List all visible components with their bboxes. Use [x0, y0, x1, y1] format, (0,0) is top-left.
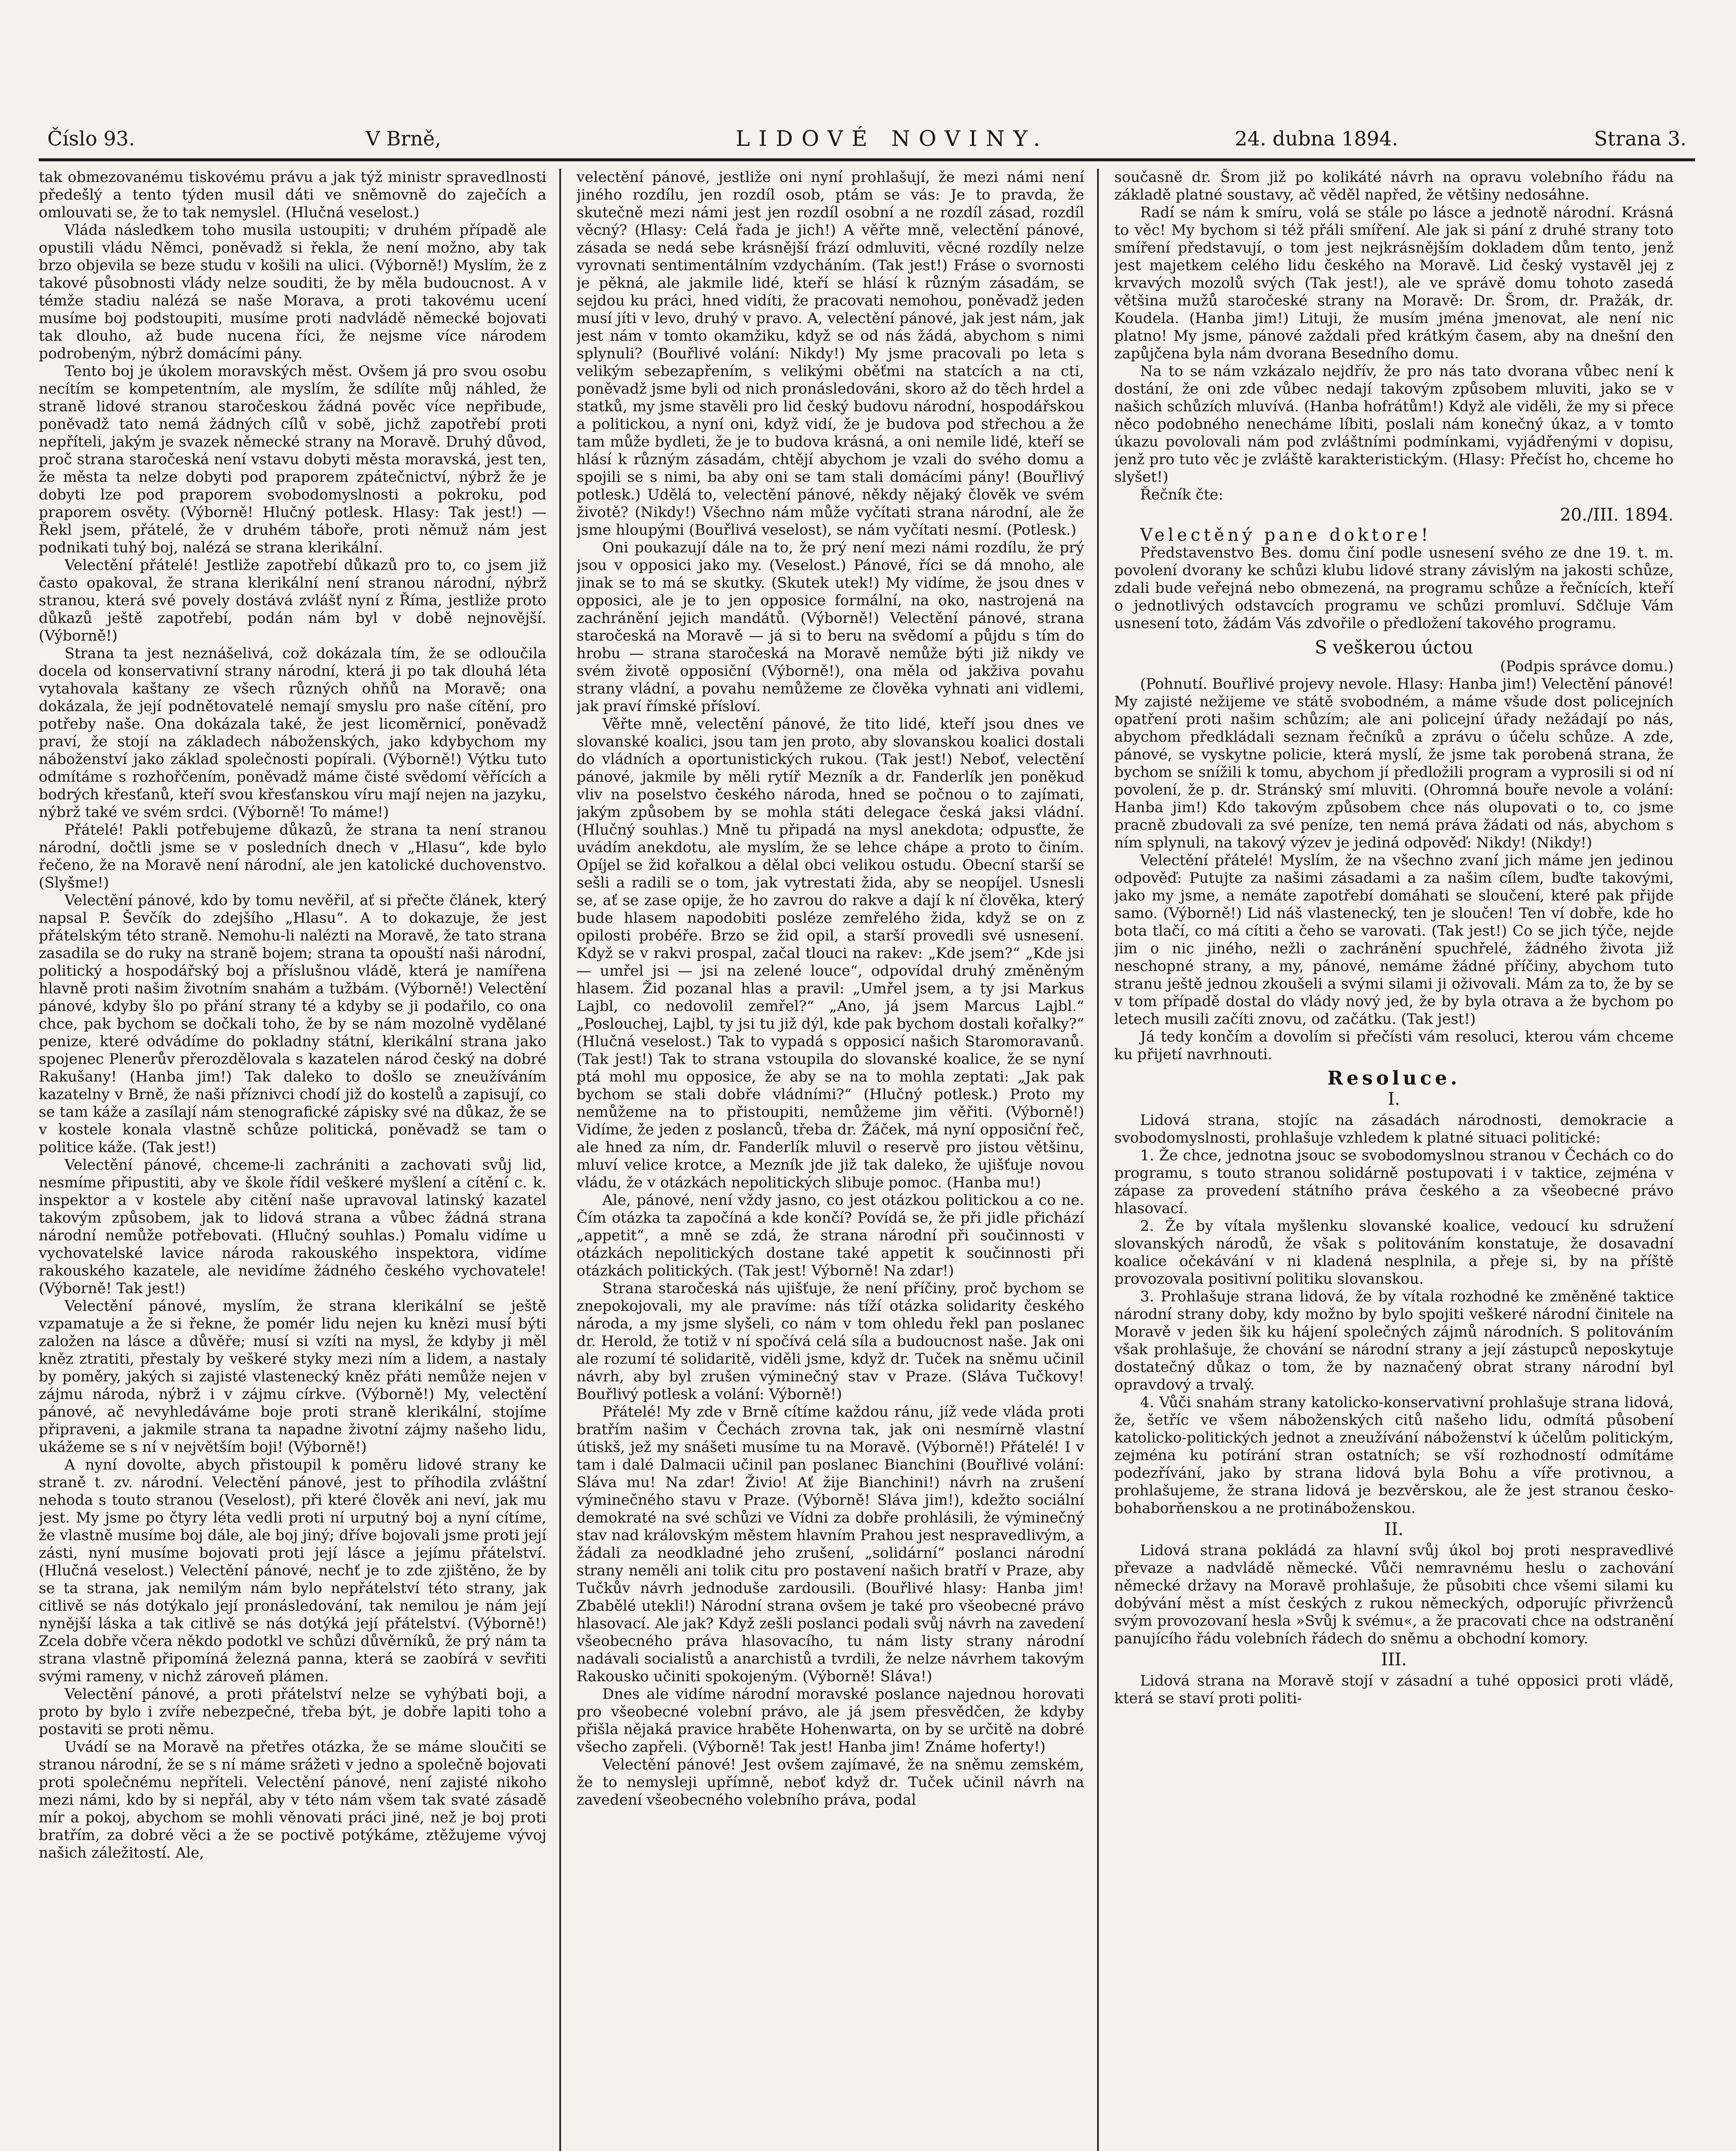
paragraph: A nyní dovolte, abych přistoupil k poměru lidové strany ke straně t. zv. národní. Velectění pánové, jest to příhodila zvláštní nehoda s touto stranou (Veselost), při které člověk ani neví, jak mu jest. My jsme po čtyry léta vedli proti ní urputný boj a nyní cítíme, že vlastně musíme boj dále, ale boj jiný; dříve bojovali jsme proti její zásti, nyní musíme bojovati proti její lásce a jejímu přátelství. (Hlučná veselost.) Velectění pánové, nechť je to zde zjištěno, že by se ta strana, jak nemilým nám bylo nepřátelství této strany, jak citlivě se nás dotýkalo její pronásledování, tak nemilou je nám její nynější láska a tak citlivě se nás dotýká její přátelství. (Výborně!) Zcela dobře včera někdo podotkl ve schůzi důvěrníků, že prý nám ta strana vlastně připomíná železná panna, která se zaobírá v sevřiti svými rameny, v nichž zároveň plámen. — [39, 1456, 546, 1685]
paragraph: Velectění pánové! Jest ovšem zajímavé, že na sněmu zemském, že to nemysleji upřímně, neboť když dr. Tuček učinil návrh na zavedení všeobecného volebního práva, podal — [577, 1756, 1084, 1809]
paragraph: Ale, pánové, není vždy jasno, co jest otázkou politickou a co ne. Čím otázka ta započíná a kde končí? Povídá se, že při jidle přichází „appetit“, a mně se zdá, že strana národní při součinnosti v otázkách nepolitických dostane také appetit k součinnosti při otázkách politických. (Tak jest! Výborně! Na zdar!) — [577, 1192, 1084, 1279]
resolution-point: 4. Vůči snahám strany katolicko-konservativní prohlašuje strana lidová, že, šetříc ve všem náboženských citů našeho lidu, odmítá působení katolicko-politických jednot a zneužívání náboženství k účelům politickým, zejména ku potírání stran ostatních; se vší rozhodností odmítáme podezřívání, jako by strana lidová byla Bohu a víře protivnou, a prohlašujeme, že strana lidová je bezvěrskou, ale že jest stranou česko-bohaborňenskou a ne protináboženskou. — [1114, 1394, 1674, 1517]
letter-body: Představenstvo Bes. domu činí podle usnesení svého ze dne 19. t. m. povolení dvorany ke schůzi klubu lidové strany závislým na jakosti schůze, zdali bude veřejná nebo obmezená, na programu schůze a řečnících, kteří o jednotlivých odstavcích programu ve schůzi promluví. Sdčluje Vám usnesení toto, žádám Vás zdvořile o předložení takového programu. — [1114, 544, 1674, 632]
newspaper-title: LIDOVÉ NOVINY. — [736, 126, 1049, 151]
paragraph: Vláda následkem toho musila ustoupiti; v druhém případě ale opustili vládu Němci, poněvadž si řekla, že není možno, aby tak brzo objevila se beze studu v košili na ulici. (Výborně!) Myslím, že z takové působnosti vlády nelze souditi, že by měla budoucnost. A v témže stadiu nalézá se naše Morava, a proti takovému ucení musíme boj podstoupiti, musíme proti nadvládě německé bojovati tak dlouho, až bude nucena říci, že nejsme více národem podrobeným, nýbrž domácími pány. — [39, 222, 546, 362]
paragraph: Velectění pánové, a proti přátelství nelze se vyhýbati boji, a proto by bylo i zvíře nebezpečné, třeba být, je dobře lapiti toho a postaviti se proti němu. — [39, 1686, 546, 1738]
paragraph: Strana ta jest neznášelivá, což dokázala tím, že se odloučila docela od konservativní strany národní, která ji po tak dlouhá léta vytahovala kaštany ze všech různých ohňů na Moravě; ona dokázala, že její podnětovatelé nemají smyslu pro naše cítění, pro potřeby naše. Ona dokázala také, že jest licoměrnicí, poněvadž praví, že stojí na základech náboženských, jako kdybychom my náboženství jako základ společnosti popírali. (Výborně!) Výtku tuto odmítáme s rozhořčením, poněvadž máme čisté svědomí věřících a bodrých křesťanů, kteří svou křesťanskou víru mají nejen na jazyku, nýbrž také ve svém srdci. (Výborně! To máme!) — [39, 645, 546, 821]
paragraph: Velectění pánové, chceme-li zachrániti a zachovati svůj lid, nesmíme připustiti, aby ve škole řídil veškeré myšlení a cítění c. k. inspektor a v kostele aby citění naše upravoval latinský kazatel takovým způsobem, jak to lidová strana a vůbec žádná strana národní nemůže potřebovati. (Hlučný souhlas.) Pomalu vidíme u vychovatelské lavice národa rakouského inspektora, vidíme rakouského kazatele, ale nevidíme žádného českého vychovatele! (Výborně! Tak jest!) — [39, 1156, 546, 1297]
paragraph: tak obmezovanému tiskovému právu a jak týž ministr spravedlnosti předešlý a tento týden musil dáti ve sněmovně do zaječích a omlouvati se, že to tak nemyslel. (Hlučná veselost.) — [39, 169, 546, 221]
paragraph: Přátelé! My zde v Brně cítíme každou ránu, jíž vede vláda proti bratřím našim v Čechách zrovna tak, jak oni nesmírně vlastní útiskš, jež my snášeti musíme tu na Moravě. (Výborně!) Přátelé! I v tam i dalé Dalmacii učinil pan poslanec Bianchini (Bouřlivé volání: Sláva mu! Na zdar! Živio! Ať žije Bianchini!) návrh na zrušení výminečného stavu v Praze. (Výborně! Sláva jim!), kdežto sociální demokraté na své schůzi ve Vídni za dobře prohlásili, že výminečný stav nad královským městem hlavním Prahou jest nespravedlivým, a žádali za neodkladné jeho zrušení, „solidární“ poslanci národní strany neměli ani tolik citu pro postavení našich bratří v Praze, aby Tučkův návrh jednoduše zardousili. (Bouřlivé hlasy: Hanba jim! Zbabělé utekli!) Národní strana ovšem je také pro všeobecné právo hlasovací. Ale jak? Když zešli poslanci podali svůj návrh na zavedení všeobecného práva hlasovacího, tu nám listy strany národní nadávali socialistů a anarchistů a tvrdili, že nelze návrhem takovým Rakousko učiniti spokojeným. (Výborně! Sláva!) — [577, 1403, 1084, 1685]
paragraph: Přátelé! Pakli potřebujeme důkazů, že strana ta není stranou národní, dočtli jsme se v posledních dnech v „Hlasu“, kde bylo řečeno, že na Moravě není národní, ale jen katolické duchovenstvo. (Slyšme!) — [39, 821, 546, 891]
paragraph: současně dr. Šrom již po kolikáté návrh na opravu volebního řádu na základě platné soustavy, ač věděl napřed, že většiny nedosáhne. — [1114, 169, 1674, 203]
section-number: II. — [1384, 1519, 1404, 1539]
paragraph: velectění pánové, jestliže oni nyní prohlašují, že mezi námi není jiného rozdílu, jen rozdíl osob, ptám se vás: Je to pravda, že skutečně mezi námi jest jen rozdíl osobní a ne rozdíl zásad, rozdíl věcný? (Hlasy: Celá řada je jich!) A věřte mně, velectění pánové, zásada se nedá sebe krásnější frází odmluviti, věcné rozdíly nelze vyrovnati sentimentálním vzdycháním. (Tak jest!) Fráse o svornosti je pěkná, ale jakmile lidé, kteří se hlásí k různým zásadám, se sejdou ku práci, hned vidíti, že pracovati nemohou, poněvadž jeden musí jíti v levo, druhý v pravo. A, velectění pánové, jak jest nám, jak jest nám v tomto okamžiku, když se od nás žádá, abychom s nimi splynuli? (Bouřlivé volání: Nikdy!) My jsme pracovali po leta s velikým sebezapřením, s velikými oběťmi na statcích a na cti, poněvadž jsme byli od nich pronásledováni, skoro až do těch hrdel a statků, my jsme stavěli pro lid český budovu národní, hospodářskou a politickou, a nyní oni, když vidí, že je budova pod střechou a že tam může bydleti, že je to budova krásná, a oni nemile lidé, kteří se hlásí k různým zásadám, chtějí abychom je vzali do svého domu a spojili se s nimi, ba aby oni se tam stali domácími pány! (Bouřlivý potlesk.) Udělá to, velectění pánové, někdy nějaký člověk ve svém životě? (Nikdy!) Všechno nám může vyčítati strana národní, ale že jsme hloupými (Bouřlivá veselost), se nám vyčítati nesmí. (Potlesk.) — [577, 169, 1084, 539]
resolution-heading: Resoluce. — [1327, 1067, 1461, 1089]
resolution-point: 3. Prohlašuje strana lidová, že by vítala rozhodné ke změněné taktice národní strany doby, kdy možno by bylo spojiti veškeré národní činitele na Moravě v jeden šik ku hájení společných zájmů národních. S politováním však prohlašuje, že chování se národní strany a její zástupců neposkytuje dostatečný důkaz o tom, že by naznačený obrat strany národní byl opravdový a trvalý. — [1114, 1288, 1674, 1393]
paragraph: Na to se nám vzkázalo nejdřív, že pro nás tato dvorana vůbec není k dostání, že oni zde vůbec nedají takovým způsobem mluviti, jako se v našich schůzích mluvívá. (Hanba hofrátům!) Když ale viděli, že my si přece něco podobného nenecháme líbiti, poslali nám konečný úkaz, a v tomto úkazu povolovali nám pod zvláštními podmínkami, vyjádřenými v dopisu, jenž pro tuto věc je zvláště karakteristickým. (Hlasy: Přečíst ho, chceme ho slyšet!) — [1114, 363, 1674, 486]
paragraph: Uvádí se na Moravě na přetřes otázka, že se máme sloučiti se stranou národní, že se s ní máme srážeti v jedno a společně bojovati proti společnému nepříteli. Velectění pánové, není zajisté nikoho mezi námi, kdo by si nepřál, aby v této nám všem tak svaté zásadě mír a pokoj, abychom se mohli věnovati práci jiné, než je boj proti bratřím, za dobré věci a že se poctivě potýkáme, ztěžujeme vývoj našich záležitostí. Ale, — [39, 1738, 546, 1861]
column-3 — [1114, 169, 1674, 2151]
resolution-section-2: Lidová strana pokládá za hlavní svůj úkol boj proti nespravedlivé převaze a nadvládě německé. Vůči nemravnému heslu o zachování německé državy na Moravě prohlašuje, že působiti chce všemi silami ku dobývání měst a míst českých z rukou německých, odporujíc přivrženců svým provozovaní hesla »Svůj k svému«, a že pracovati chce na odstranění panujícího řádu volebních řádech do sněmu a obchodní komory. — [1114, 1542, 1674, 1647]
paragraph: Velectění pánové, myslím, že strana klerikální se ještě vzpamatuje a že si řekne, že pomér lidu nejen ku knězi musí býti založen na lásce a důvěře; musí si vzíti na mysl, že kdyby ji měl kněz ztratiti, přestaly by veškeré styky mezi ním a lidem, a nastaly by poměry, jakých si zajisté vlastenecký kněz přáti nemůže nejen v zájmu národa, nýbrž i v zájmu církve. (Výborně!) My, velectění pánové, ač nevyhledáváme boje proti straně klerikální, stojíme připraveni, a jakmile strana ta napadne životní zájmy našeho lidu, ukážeme se s ní v největším boji! (Výborně!) — [39, 1297, 546, 1456]
paragraph: Strana staročeská nás ujišťuje, že není příčiny, proč bychom se znepokojovali, my ale pravíme: nás tíží otázka solidarity českého národa, a my jsme slyšeli, co nám v tom ohledu řekl pan poslanec dr. Herold, že totiž v ní spočívá celá síla a budoucnost naše. Jak oni ale rozumí té solidaritě, viděli jsme, když dr. Tuček na sněmu učinil návrh, aby byl zrušen výminečný stav v Praze. (Sláva Tučkovy! Bouřlivý potlesk a volání: Výborně!) — [577, 1280, 1084, 1403]
issue-date: 24. dubna 1894. — [1235, 127, 1398, 150]
paragraph: (Pohnutí. Bouřlivé projevy nevole. Hlasy: Hanba jim!) Velectění pánové! My zajisté nežijeme ve státě svobodném, a máme všude dost policejních opatření proti našim schůzím; ale ani policejní úřady nežádají po nás, abychom předkládali seznam řečníků a zprávu o účelu schůze. A zde, pánové, se vyskytne policie, která myslí, že jsme tak porobená strana, že bychom se snížili k tomu, abychom jí předložili program a vyprosili si od ní povolení, že p. dr. Stránský smí mluviti. (Ohromná bouře nevole a volání: Hanba jim!) Kdo takovým způsobem chce nás olupovati o to, co jsme pracně zbudovali za své peníze, ten nemá práva žádati od nás, abychom s ním splynuli, na takový výzev je jediná odpověď: Nikdy! (Nikdy!) — [1114, 675, 1674, 851]
paragraph: Věřte mně, velectění pánové, že tito lidé, kteří jsou dnes ve slovanské koalici, jsou tam jen proto, aby slovanskou koalici dostali do vládních a oportunistických rukou. (Tak jest!) Neboť, velectění pánové, jakmile by měli rytíř Mezník a dr. Fanderlík jen poněkud vliv na poselstvo českého národa, hned se počnou o to zajímati, jakým způsobem by se mohla státi delegace česká jaksi vládní. (Hlučný souhlas.) Mně tu připadá na mysl anekdota; odpusťte, že uvádím anekdotu, ale myslím, že se lehce chápe a proto to činím. Opíjel se žid kořalkou a dělal obci velikou ostudu. Obecní starší se sešli a radili se o tom, jak vytrestati žida, aby se neopíjel. Usnesli se, ať se zase opije, že ho zavrou do rakve a dají k ní člověka, který bude hlasem napodobiti posléze zemřelého žida, když se on z opilosti probéře. Brzo se žid opil, a starší provedli své usnesení. Když se v rakvi prospal, začal tlouci na rakev: „Kde jsem?“ „Kde jsi — umřel jsi — jsi na zelené louce“, odpovídal druhý změněným hlasem. Žid pozanal hlas a pravil: „Umřel jsem, a ty jsi Markus Lajbl, co nedovolil zemřel?“ „Ano, já jsem Marcus Lajbl.“ „Poslouchej, Lajbl, ty jsi tu již dýl, kde pak bychom dostali kořalky?“ (Hlučná veselost.) Tak to vypadá s opposicí našich Staromoravanů. (Tak jest!) Tak to strana vstoupila do slovanské koalice, že se nyní ptá mohl mu opposice, že aby se na to mohla zeptati: „Jak pak bychom se stali dobře vládními?“ (Hlučný potlesk.) Proto my nemůžeme na to přistoupiti, nemůžeme jim věřiti. (Výborně!) Vidíme, že jeden z poslanců, třeba dr. Žáček, má nyní opposiční řeč, ale hned za ním, dr. Fanderlík mluvil o reservě pro jistou většinu, mluví velice krotce, a Mezník jde již tak daleko, že ujišťuje novou vládu, že v otázkách nepolitických slibuje pomoc. (Hanba mu!) — [577, 715, 1084, 1191]
section-number: III. — [1381, 1650, 1407, 1670]
issue-number: Číslo 93. — [47, 127, 135, 150]
resolution-section-3: Lidová strana na Moravě stojí v zásadní a tuhé opposici proti vládě, která se staví proti politi- — [1114, 1672, 1674, 1707]
column-rule — [1097, 169, 1099, 2151]
city: V Brně, — [366, 127, 441, 150]
column-2 — [577, 169, 1084, 2151]
paragraph: Oni poukazují dále na to, že prý není mezi námi rozdílu, že prý jsou v opposici jako my. (Veselost.) Pánové, říci se dá mnoho, ale jinak se to má se skutky. (Skutek utek!) My vidíme, že jsou dnes v opposici, ale je to jen opposice formální, na oko, nastrojená na zachránění jejich mandátů. (Výborně!) Velectění pánové, strana staročeská na Moravě — já si to beru na svědomí a půjdu s tím do hrobu — strana staročeská na Moravě nemůže býti již nikdy ve svém životě opposiční (Výborně!), ona měla od jakživa povahu strany vládní, a povahu nemůžeme ze člověka vyhnati ani vidlemi, jak praví římské přísloví. — [577, 539, 1084, 715]
letter-speaker: Řečník čte: — [1140, 486, 1224, 503]
masthead — [39, 121, 1695, 156]
resolution-point: 1. Že chce, jednotna jsouc se svobodomyslnou stranou v Čechách co do programu, s touto stranou solidárně postupovati i v taktice, zejména v zápase za provedení státního práva českého a za všeobecné právo hlasovací. — [1114, 1147, 1674, 1217]
column-rule — [559, 169, 561, 2151]
paragraph: Radí se nám k smíru, volá se stále po lásce a jednotě národní. Krásná to věc! My bychom si též přáli smíření. Ale jak si pání z druhé strany toto smíření představují, o tom jest nejkrásnějším dokladem dům tento, jenž jest majetkem celého lidu českého na Moravě. Lid český vystavěl jej z krvavých mozolů svých (Tak jest!), ale ve správě domu tohoto zasedá většina mužů staročeské strany na Moravě: Dr. Šrom, dr. Pražák, dr. Koudela. (Hanba jim!) Lituji, že musím jména jmenovat, ale není nic platno! My jsme, pánové zaždali před krátkým časem, aby na dnešní den zapůjčena byla nám dvorana Besedního domu. — [1114, 204, 1674, 362]
page-number: Strana 3. — [1594, 127, 1687, 150]
section-number: I. — [1388, 1089, 1400, 1109]
paragraph: Velectění přátelé! Jestliže zapotřebí důkazů pro to, co jsem již často opakoval, že strana klerikální není stranou národní, nýbrž stranou, která své povely dostává zvlášť nyní z Říma, jestliže proto důkazů ještě zapotřebí, podán nám byl v době nejnovější. (Výborně!) — [39, 557, 546, 644]
paragraph: Velectění pánové, kdo by tomu nevěřil, ať si přečte článek, který napsal P. Ševčík do zdejšího „Hlasu“. A to dokazuje, že jest přátelským této straně. Nemohu-li nalézti na Moravě, že tato strana zasadila se do ruky na straně bojem; strana ta opouští naši národní, politický a hospodářský boj a příslušnou vládě, která je namířena hlavně proti našim životním snahám a tužbám. (Výborně!) Velectění pánové, kdyby šlo po přání strany té a kdyby se ji podařilo, co ona chce, pak bychom se dočkali toho, že by se nám mozolně vydělané penize, které odvádíme do pokladny státní, klerikální strana jako spojenec Plenerův přerozdělovala s kazatelen národ český na dobré Rakušany! (Hanba jim!) Tak daleko to došlo se zneužíváním kazatelny v Brně, že naši příznivci chodí již do kostelů a zapisují, co se tam káže a zasílají nám stenografické zápisky své na důkaz, že se v kostele konala vlastně schůze politická, poněvadž se tam o politice káže. (Tak jest!) — [39, 892, 546, 1156]
letter-date: 20./III. 1894. — [1560, 505, 1674, 525]
letter-salutation: Velectěný pane doktore! — [1140, 525, 1432, 545]
letter-signature: (Podpis správce domu.) — [1500, 658, 1674, 675]
resolution-intro: Lidová strana, stojíc na zásadách národnosti, demokracie a svobodomyslnosti, prohlašuje vzhledem k platné situaci politické: — [1114, 1112, 1674, 1146]
resolution-point: 2. Že by vítala myšlenku slovanské koalice, vedoucí ku sdružení slovanských národů, že však s politováním konstatuje, že dosavadní koalice očekávání v ni kladená nesplnila, a přeje si, by na příště provozovala positivní politiku slovanskou. — [1114, 1217, 1674, 1288]
paragraph: Já tedy končím a dovolím si přečísti vám resoluci, kterou vám chceme ku přijetí navrhnouti. — [1114, 1028, 1674, 1063]
header-rule — [39, 158, 1695, 161]
paragraph: Velectění přátelé! Myslím, že na všechno zvaní jich máme jen jedinou odpověď: Putujte za našimi zásadami a za našim cílem, buďte takovými, jako my jsme, a nemáte zapotřebí domáhati se sloučení, které pak přijde samo. (Výborně!) Lid náš vlastenecký, ten je sloučen! Ten ví dobře, kde ho bota tlačí, co má cítiti a čeho se varovati. (Tak jest!) Co se jich týče, nejde jim o nic jiného, nežli o zachránění spuchřelé, žádného života již neschopné strany, a my, pánové, nemáme žádné příčiny, abychom tuto stranu ještě jednou zkoušeli a svými silami ji oživovali. Mám za to, že by se v tom případě dostal do vlády nový jed, že by byla otrava a že bychom po letech musili začíti znovu, od začátku. (Tak jest!) — [1114, 852, 1674, 1028]
letter-closing: S veškerou úctou — [1314, 637, 1474, 658]
paragraph: Tento boj je úkolem moravských měst. Ovšem já pro svou osobu necítím se kompetentním, ale myslím, že sdílíte můj náhled, že straně lidové stranou staročeskou žádná pověc více nepřibude, poněvadž tato nemá žádných cílů v sobě, jichž zapotřebí proti nepříteli, jakým je svazek německé strany na Moravě. Druhý důvod, proč strana staročeská není vstavu dobyti města moravská, jest ten, že města ta nelze dobyti pod praporem zpátečnictví, nýbrž že je dobyti lze pod praporem svobodomyslnosti a pokroku, pod praporem osvěty. (Výborně! Hlučný potlesk. Hlasy: Tak jest!) — Řekl jsem, přátelé, že v druhém táboře, proti němuž nám jest podnikati tuhý boj, nalézá se strana klerikální. — [39, 363, 546, 556]
column-1 — [39, 169, 546, 2151]
paragraph: Dnes ale vidíme národní moravské poslance najednou horovati pro všeobecné volební právo, ale já jsem přesvědčen, že kdyby přišla nějaká pravice hraběte Hohenwarta, on by se určitě na dobré všecho zapřeli. (Výborně! Tak jest! Hanba jim! Známe hoferty!) — [577, 1686, 1084, 1756]
